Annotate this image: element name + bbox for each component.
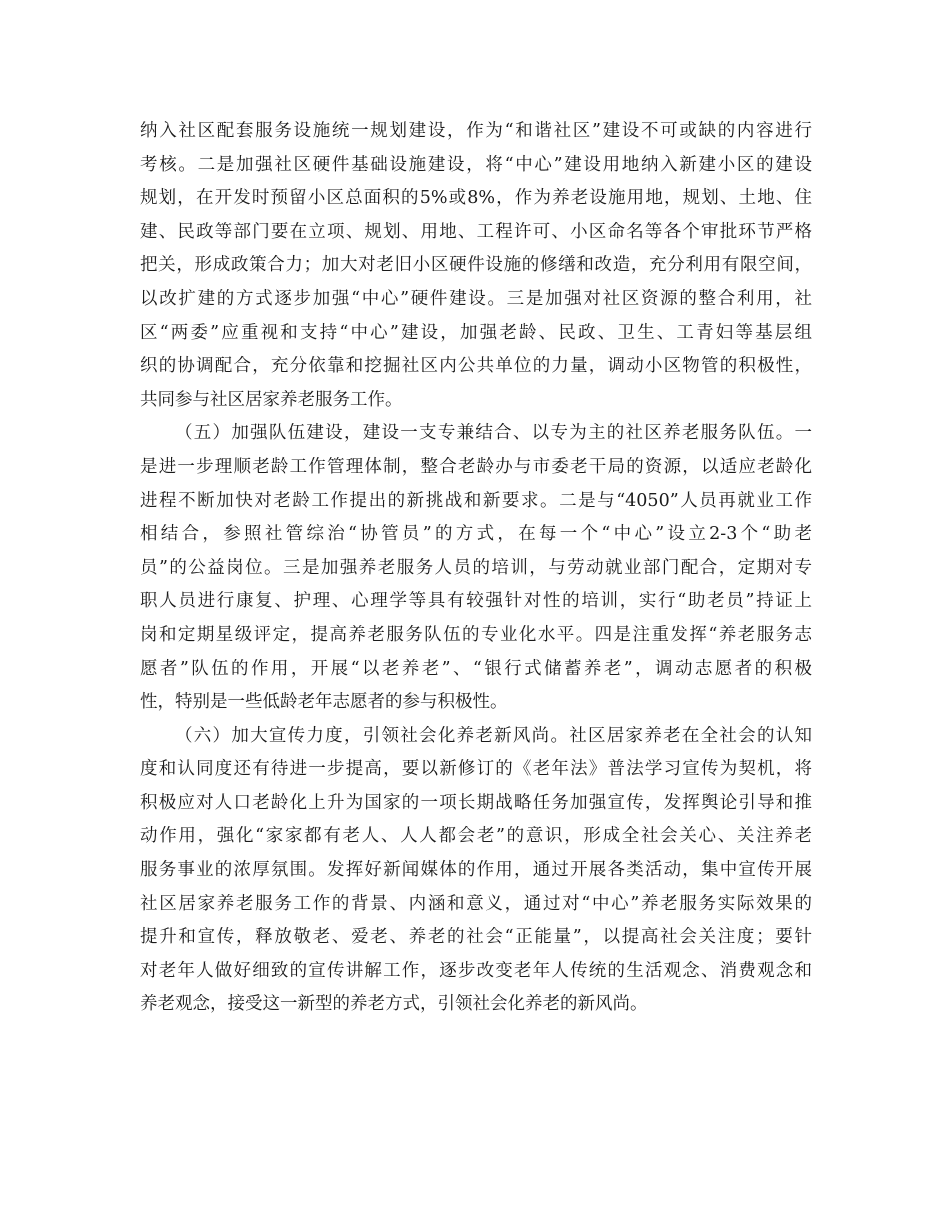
text-line: 岗和定期星级评定，提高养老服务队伍的专业化水平。四是注重发挥“养老服务志: [140, 624, 812, 645]
text-line: 织的协调配合，充分依靠和挖掘社区内公共单位的力量，调动小区物管的积极性，: [140, 356, 812, 377]
text-line: 建、民政等部门要在立项、规划、用地、工程许可、小区命名等各个审批环节严格: [140, 221, 812, 242]
text-line: 提升和宣传，释放敬老、爱老、养老的社会“正能量”，以提高社会关注度；要针: [140, 927, 812, 948]
text-line: 积极应对人口老龄化上升为国家的一项长期战略任务加强宣传，发挥舆论引导和推: [140, 792, 812, 813]
text-line: （六）加大宣传力度，引领社会化养老新风尚。社区居家养老在全社会的认知: [175, 725, 812, 746]
text-line: 职人员进行康复、护理、心理学等具有较强针对性的培训，实行“助老员”持证上: [140, 591, 812, 612]
text-line: 把关，形成政策合力；加大对老旧小区硬件设施的修缮和改造，充分利用有限空间，: [140, 255, 812, 276]
text-line: 进程不断加快对老龄工作提出的新挑战和新要求。二是与“4050”人员再就业工作: [140, 490, 812, 511]
text-line: 考核。二是加强社区硬件基础设施建设，将“中心”建设用地纳入新建小区的建设: [140, 154, 812, 175]
text-line: 对老年人做好细致的宣传讲解工作，逐步改变老年人传统的生活观念、消费观念和: [140, 960, 812, 981]
text-line: 纳入社区配套服务设施统一规划建设，作为“和谐社区”建设不可或缺的内容进行: [140, 121, 812, 141]
text-line: 动作用，强化“家家都有老人、人人都会老”的意识，形成全社会关心、关注养老: [140, 826, 812, 847]
text-line: 养老观念，接受这一新型的养老方式，引领社会化养老的新风尚。: [140, 994, 648, 1015]
text-line: 愿者”队伍的作用，开展“以老养老”、“银行式储蓄养老”，调动志愿者的积极: [140, 658, 812, 679]
text-line: 员”的公益岗位。三是加强养老服务人员的培训，与劳动就业部门配合，定期对专: [140, 557, 812, 578]
text-line: 以改扩建的方式逐步加强“中心”硬件建设。三是加强对社区资源的整合利用，社: [140, 288, 812, 309]
text-line: 相结合，参照社管综治“协管员”的方式，在每一个“中心”设立2-3个“助老: [140, 524, 812, 545]
text-line: 社区居家养老服务工作的背景、内涵和意义，通过对“中心”养老服务实际效果的: [140, 893, 812, 914]
text-line: 度和认同度还有待进一步提高，要以新修订的《老年法》普法学习宣传为契机，将: [140, 759, 812, 780]
text-line: 区“两委”应重视和支持“中心”建设，加强老龄、民政、卫生、工青妇等基层组: [140, 322, 812, 343]
text-line: 是进一步理顺老龄工作管理体制，整合老龄办与市委老干局的资源，以适应老龄化: [140, 456, 812, 477]
text-line: 规划，在开发时预留小区总面积的5%或8%，作为养老设施用地，规划、土地、住: [140, 188, 812, 209]
paragraph-section-6: [140, 720, 812, 1022]
paragraph-continuation: [140, 115, 812, 417]
text-line: （五）加强队伍建设，建设一支专兼结合、以专为主的社区养老服务队伍。一: [175, 423, 812, 444]
text-line: 服务事业的浓厚氛围。发挥好新闻媒体的作用，通过开展各类活动，集中宣传开展: [140, 860, 812, 881]
paragraph-section-5: [140, 417, 812, 719]
body-text: [140, 115, 812, 1022]
text-line: 共同参与社区居家养老服务工作。: [140, 389, 403, 410]
text-line: 性，特别是一些低龄老年志愿者的参与积极性。: [140, 692, 508, 713]
